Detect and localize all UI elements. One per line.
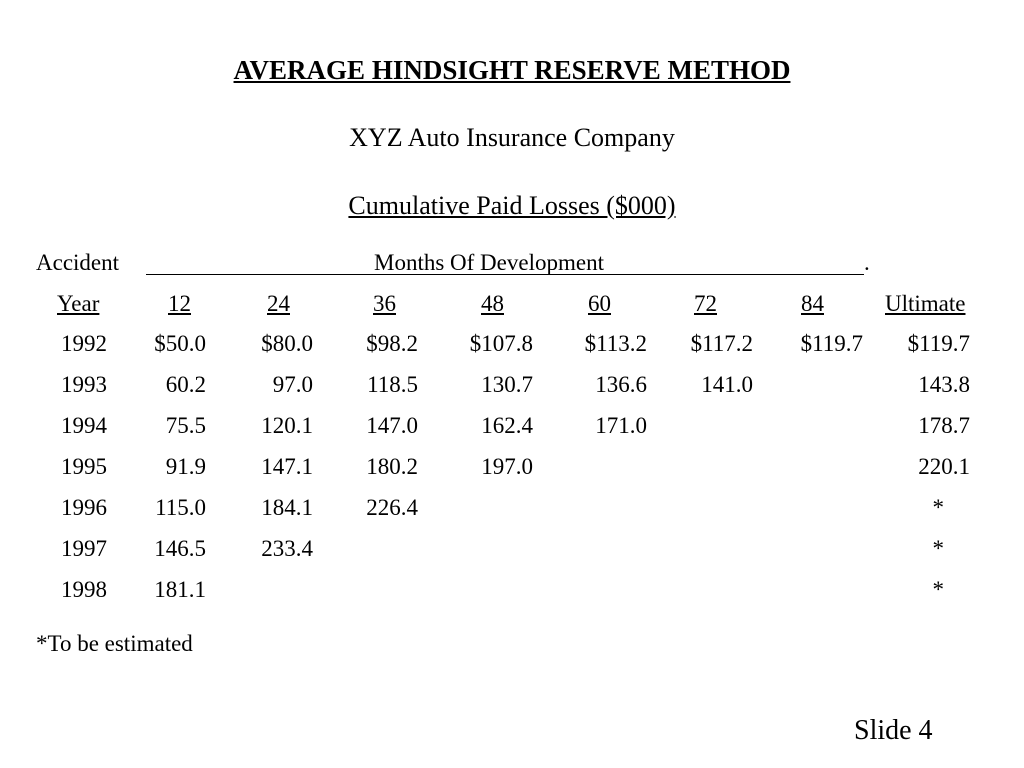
loss-cell: 197.0 (481, 454, 533, 479)
accident-year-cell: 1993 (61, 372, 107, 397)
ultimate-cell: * (932, 577, 944, 602)
loss-cell: 130.7 (481, 372, 533, 397)
loss-cell: 147.1 (261, 454, 313, 479)
loss-cell: $113.2 (584, 331, 647, 356)
loss-cell: 146.5 (154, 536, 206, 561)
loss-cell: 180.2 (366, 454, 418, 479)
loss-cell: $98.2 (366, 331, 418, 356)
loss-cell: 60.2 (165, 372, 206, 397)
loss-cell: 91.9 (165, 454, 206, 479)
table-subtitle: Cumulative Paid Losses ($000) (348, 191, 676, 220)
loss-cell: 75.5 (165, 413, 206, 438)
slide-number: Slide 4 (854, 715, 933, 746)
accident-year-cell: 1997 (61, 536, 107, 561)
header-12: 12 (168, 291, 191, 316)
ultimate-cell: * (932, 536, 944, 561)
loss-cell: 97.0 (272, 372, 313, 397)
company-name: XYZ Auto Insurance Company (349, 123, 675, 152)
column-headers (0, 289, 1024, 319)
table-row (0, 370, 1024, 400)
loss-cell: $50.0 (154, 331, 206, 356)
loss-cell: 115.0 (155, 495, 206, 520)
loss-cell: $117.2 (690, 331, 753, 356)
development-suffix: . (864, 250, 870, 275)
header-84: 84 (801, 291, 824, 316)
ultimate-cell: $119.7 (907, 331, 970, 356)
table-row (0, 452, 1024, 482)
header-ultimate: Ultimate (885, 291, 966, 316)
accident-year-cell: 1998 (61, 577, 107, 602)
months-of-development-label: Months Of Development (374, 250, 604, 275)
loss-cell: 141.0 (701, 372, 753, 397)
loss-cell: 162.4 (481, 413, 533, 438)
table-row (0, 329, 1024, 359)
accident-year-cell: 1994 (61, 413, 107, 438)
loss-cell: $107.8 (469, 331, 533, 356)
loss-cell: 171.0 (595, 413, 647, 438)
header-year: Year (57, 291, 100, 316)
loss-cell: 233.4 (261, 536, 313, 561)
loss-cell: 118.5 (367, 372, 418, 397)
accident-label: Accident (36, 250, 120, 275)
table-row (0, 411, 1024, 441)
header-36: 36 (373, 291, 396, 316)
ultimate-cell: 178.7 (918, 413, 970, 438)
table-row (0, 575, 1024, 605)
header-72: 72 (694, 291, 717, 316)
loss-cell: $80.0 (261, 331, 313, 356)
loss-cell: $119.7 (800, 331, 863, 356)
ultimate-cell: * (932, 495, 944, 520)
accident-year-cell: 1996 (61, 495, 107, 520)
accident-year-cell: 1992 (61, 331, 107, 356)
development-header (36, 248, 976, 278)
loss-cell: 120.1 (261, 413, 313, 438)
table-row (0, 493, 1024, 523)
header-60: 60 (588, 291, 611, 316)
header-24: 24 (267, 291, 290, 316)
accident-year-cell: 1995 (61, 454, 107, 479)
loss-cell: 181.1 (154, 577, 206, 602)
loss-cell: 147.0 (366, 413, 418, 438)
header-48: 48 (481, 291, 504, 316)
loss-cell: 136.6 (595, 372, 647, 397)
ultimate-cell: 220.1 (918, 454, 970, 479)
ultimate-cell: 143.8 (918, 372, 970, 397)
loss-cell: 184.1 (261, 495, 313, 520)
footnote: *To be estimated (36, 631, 193, 656)
slide-title: AVERAGE HINDSIGHT RESERVE METHOD (233, 55, 791, 85)
loss-cell: 226.4 (366, 495, 418, 520)
table-row (0, 534, 1024, 564)
